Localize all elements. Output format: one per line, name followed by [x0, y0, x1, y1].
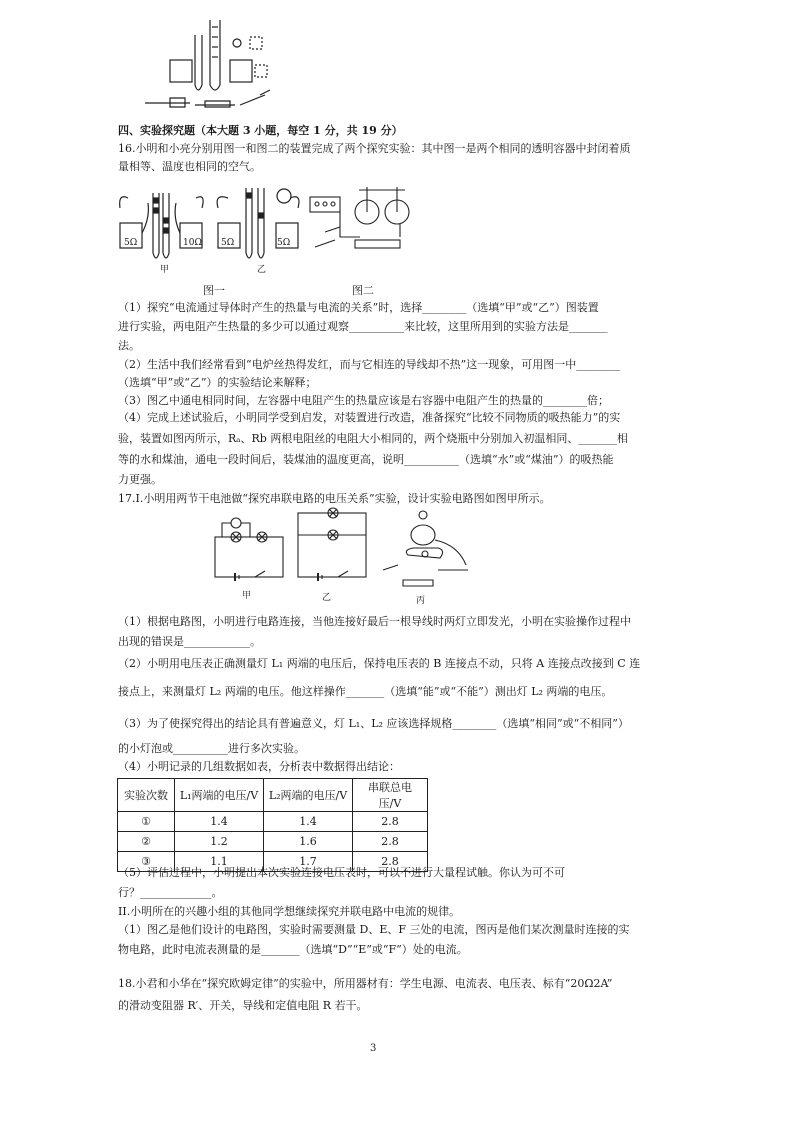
table-cell: 1.6	[264, 832, 353, 852]
table-cell: 1.1	[175, 852, 264, 872]
circuit-yi-label: 乙	[322, 593, 332, 603]
fig1-r5c-label: 5Ω	[277, 238, 291, 248]
q17-part5-line1: （5）评估过程中，小明提出本次实验连接电压表时，可以不进行大量程试触。你认为可不可	[118, 866, 565, 879]
fig1-jia-label: 甲	[160, 265, 170, 275]
table-header-row	[118, 779, 428, 812]
table-cell: ②	[118, 832, 175, 852]
q16-part1-line1: （1）探究“电流通过导体时产生的热量与电流的关系”时，选择________（选填“甲”或“乙”）图装置	[118, 301, 599, 314]
q17-part5-line2: 行？_____________。	[118, 886, 223, 899]
q17-partII-q1-line2: 物电路，此时电流表测量的是_______（选填“D”“E”或“F”）处的电流。	[118, 943, 468, 956]
table-cell: ③	[118, 852, 175, 872]
q16-part4-line3: 等的水和煤油，通电一段时间后，装煤油的温度更高，说明__________（选填“水”或“煤油”）的吸热能	[118, 453, 614, 466]
table-cell: 1.4	[264, 812, 353, 832]
table-cell: 1.2	[175, 832, 264, 852]
voltage-data-table	[117, 778, 428, 872]
q17-part3-line1: （3）为了使探究得出的结论具有普遍意义，灯 L₁、L₂ 应该选择规格________（选填“相同”或“不相同”）	[118, 717, 629, 730]
figure1-apparatus	[118, 178, 308, 270]
q17-part1-line2: 出现的错误是____________。	[118, 635, 261, 648]
q16-part2-line2: （选填“甲”或“乙”）的实验结论来解释；	[118, 376, 317, 389]
q18-line1: 18.小君和小华在“探究欧姆定律”的实验中，所用器材有：学生电源、电流表、电压表、标有“20Ω2A”	[118, 977, 613, 990]
q17-intro: 17.I.小明用两节干电池做“探究串联电路的电压关系”实验，设计实验电路图如图甲所示。	[118, 492, 551, 505]
q17-part3-line2: 的小灯泡或__________进行多次实验。	[118, 742, 305, 755]
q16-part4-line4: 力更强。	[118, 473, 162, 486]
table-cell: 2.8	[353, 812, 428, 832]
table-header-cell: 串联总电压/V	[353, 779, 428, 812]
circuit-jia-diagram	[210, 515, 290, 585]
q17-partII-q1-line1: （1）图乙是他们设计的电路图，实验时需要测量 D、E、F 三处的电流，图丙是他们某次测量时连接的实	[118, 923, 630, 936]
table-cell: 1.4	[175, 812, 264, 832]
q17-part2-line2: 接点上，来测量灯 L₂ 两端的电压。他这样操作_______（选填“能”或“不能”）测出灯 L₂ 两端的电压。	[118, 685, 613, 698]
fig1-caption: 图一	[203, 284, 225, 297]
circuit-yi-diagram	[293, 505, 373, 585]
q16-intro-line2: 量相等、温度也相同的空气。	[118, 160, 261, 173]
section-title: 四、实验探究题（本大题 3 小题，每空 1 分，共 19 分）	[118, 124, 403, 137]
q16-part1-line3: 法。	[118, 339, 140, 352]
q17-part1-line1: （1）根据电路图，小明进行电路连接，当他连接好最后一根导线时两灯立即发光，小明在实验操作过程中	[118, 615, 631, 628]
fig2-caption: 图二	[352, 284, 374, 297]
fig1-yi-label: 乙	[257, 265, 267, 275]
top-apparatus-figure	[140, 15, 290, 120]
q16-part2-line1: （2）生活中我们经常看到“电炉丝热得发红，而与它相连的导线却不热”这一现象，可用图一中________	[118, 358, 621, 371]
q16-part4-line2: 验，装置如图丙所示，Rₐ、Rb 两根电阻丝的电阻大小相同的，两个烧瓶中分别加入初温相同、_______相	[118, 432, 628, 445]
q18-line2: 的滑动变阻器 R′、开关，导线和定值电阻 R 若干。	[118, 999, 368, 1012]
q17-part2-intro: II.小明所在的兴趣小组的其他同学想继续探究并联电路中电流的规律。	[118, 905, 461, 918]
circuit-bing-label: 丙	[416, 596, 426, 606]
q16-part4-line1: （4）完成上述试验后，小明同学受到启发，对装置进行改造，准备探究“比较不同物质的吸热能力”的实	[118, 411, 621, 424]
table-cell: ①	[118, 812, 175, 832]
fig1-r10-label: 10Ω	[183, 238, 202, 248]
table-header-cell: L₂两端的电压/V	[264, 779, 353, 812]
table-cell: 2.8	[353, 832, 428, 852]
q16-part1-line2: 进行实验，两电阻产生热量的多少可以通过观察__________来比较，这里所用到的实验方法是_______	[118, 320, 608, 333]
table-cell: 2.8	[353, 852, 428, 872]
table-row	[118, 812, 428, 832]
q17-part4: （4）小明记录的几组数据如表，分析表中数据得出结论：	[118, 760, 400, 773]
q16-intro-line1: 16.小明和小亮分别用图一和图二的装置完成了两个探究实验：其中图一是两个相同的透明容器中封闭着质	[118, 142, 631, 155]
q16-part3: （3）图乙中通电相同时间，左容器中电阻产生的热量应该是右容器中电阻产生的热量的________倍；	[118, 394, 609, 407]
circuit-jia-label: 甲	[242, 591, 252, 601]
table-cell: 1.7	[264, 852, 353, 872]
table-header-cell: 实验次数	[118, 779, 175, 812]
fig1-r5b-label: 5Ω	[221, 238, 235, 248]
figure2-apparatus	[305, 182, 415, 262]
circuit-bing-photo	[378, 510, 473, 590]
page-number: 3	[370, 1043, 377, 1054]
table-row	[118, 832, 428, 852]
q17-part2-line1: （2）小明用电压表正确测量灯 L₁ 两端的电压后，保持电压表的 B 连接点不动，只将 A 连接点改接到 C 连	[118, 657, 641, 670]
table-header-cell: L₁两端的电压/V	[175, 779, 264, 812]
fig1-r5-label: 5Ω	[124, 238, 138, 248]
